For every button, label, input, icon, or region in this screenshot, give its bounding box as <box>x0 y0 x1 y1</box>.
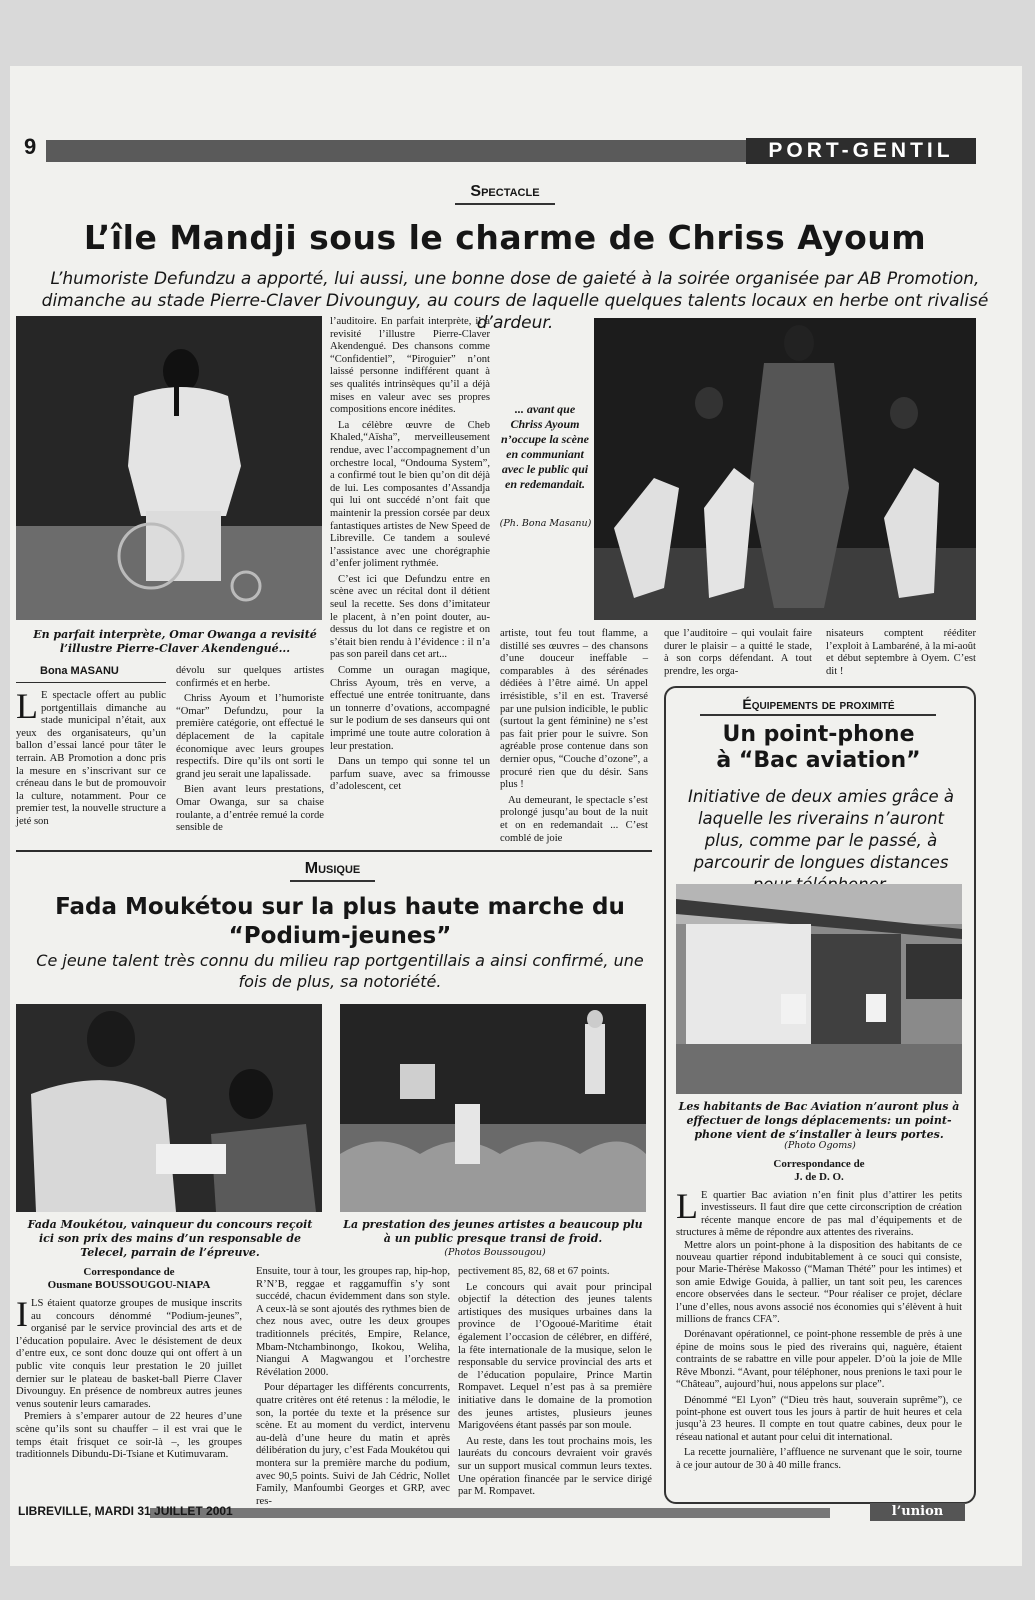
article1-column6 <box>826 628 976 678</box>
article3-body <box>676 1186 962 1492</box>
paragraph: Ensuite, tour à tour, les groupes rap, hip-hop, R’N’B, reggae et raggamuffin s’y sont succédé, chacun évidemment dans son style. A ceux-là se sont ajoutés des rythmes bien de chez nous avec, outre les deux groupes traditionnels précités, Empire, Relance, Mbam-Ntchambinongo, Ikokou, Weliha, Niangui A Magwangou et l’orchestre Révélation 2000. <box>256 1266 450 1378</box>
article3-photo-credit: (Photo Ogoms) <box>784 1140 856 1151</box>
article1-photo2-credit: (Ph. Bona Masanu) <box>499 518 592 529</box>
article3-headline-line2: à “Bac aviation” <box>716 748 921 773</box>
photo-jeunes-artistes <box>340 1004 646 1212</box>
article2-photo2-caption: La prestation des jeunes artistes a beaucoup plu à un public presque transi de froid. <box>343 1218 643 1245</box>
paragraph: que l’auditoire – qui voulait faire durer le plaisir – a quitté le stade, à son corps défendant. A tout prendre, les orga- <box>664 628 812 677</box>
article2-col1-text: LS étaient quatorze groupes de musique inscrits au concours dénommé “Podium-jeunes”, organisé par le service provincial des arts et de l’éducation populaire. Avec le désistement de deux d’entre eux, ce sont donc douze qui ont offert à un public vite conquis leur prestation le 20 juillet dernier sur le plateau de basket-ball Pierre Claver Divounguy. En présence de nombreux autres jeunes venus soutenir leurs camarades. <box>16 1298 242 1410</box>
newspaper-logo: l’union <box>870 1503 965 1521</box>
article2-column1 <box>16 1294 242 1494</box>
paragraph: Premiers à s’emparer autour de 22 heures d’une scène qu’ils sont su chauffer – il est vrai que le temps était frisquet ce soir-là –, les groupes traditionnels Dibundu-Di-Tsiane et Kutimuvaram. <box>16 1411 242 1461</box>
article2-photo1-caption: Fada Moukétou, vainqueur du concours reçoit ici son prix des mains d’un responsable de Telecel, parrain de l’épreuve. <box>27 1218 313 1259</box>
photo-building-image <box>676 884 962 1094</box>
dropcap: I <box>16 1294 28 1334</box>
page-number: 9 <box>24 134 37 159</box>
article3-photo-caption: Les habitants de Bac Aviation n’auront plus à effectuer de longs déplacements: un point-phone vient de s’installer à leurs portes. <box>678 1100 960 1141</box>
article1-headline: L’île Mandji sous le charme de Chriss Ayoum <box>83 218 927 257</box>
photo-stage-image <box>594 318 976 620</box>
section-name: PORT-GENTIL <box>746 138 976 164</box>
paragraph: Bien avant leurs prestations, Omar Owanga, sur sa chaise roulante, a d’entrée remué la corde sensible de <box>176 784 324 834</box>
paragraph: Chriss Ayoum et l’humoriste “Omar” Defundzu, pour la première catégorie, ont effectué le déplacement de la capitale économique avec leurs groupes respectifs. Dire qu’ils ont sorti le grand jeu serait une lapalissade. <box>176 693 324 780</box>
paragraph: artiste, tout feu tout flamme, a distillé ses œuvres – des chansons d’une douceur ineffable – comparables à des sérénades dédiées à l’être aimé. Un appel irrésistible, s’il en est. Traversé par une pulsion indicible, le public (surtout la gent féminine) ne s’est pas fait prier pour le suivre. Son agréable prose contenue dans son dernier opus, “Couche d’ozone”, a procuré rien que du désir. Sans plus ! <box>500 628 648 791</box>
article1-column5 <box>664 628 812 678</box>
dropcap: L <box>16 686 38 726</box>
article-separator <box>16 850 652 852</box>
paragraph: dévolu sur quelques artistes confirmés et en herbe. <box>176 665 324 689</box>
article2-photo-credit: (Photos Boussougou) <box>444 1247 546 1258</box>
article1-column3 <box>330 316 490 842</box>
photo-performance-image <box>340 1004 646 1212</box>
article3-byline-name: J. de D. O. <box>794 1171 844 1183</box>
paragraph: La célèbre œuvre de Cheb Khaled,“Aïsha”, merveilleusement rendue, avec l’accompagnement d’un orchestre local, “Ondouma System”, a confirmé tout le bien qu’on dit déjà de lui. Les composantes d’Assandja qui lui ont succédé n’ont fait que maintenir la pression corsée par deux fantastiques artistes de New Speed de Libreville. Ce tandem a soulevé l’assistance avec une chorégraphie d’enfer joliment rythmée. <box>330 419 490 570</box>
photo-singer-image <box>16 316 322 620</box>
photo-chriss-ayoum <box>594 318 976 620</box>
paragraph: pectivement 85, 82, 68 et 67 points. <box>458 1266 610 1277</box>
paragraph: La recette journalière, l’affluence ne survenant que le soir, tourne à ce jour autour de 30 à 40 mille francs. <box>676 1447 962 1471</box>
rubric-underline <box>700 714 936 716</box>
paragraph: l’auditoire. En parfait interprète, il a revisité l’illustre Pierre-Claver Akendengué. Des chansons comme “Confidentiel”, “Piroguier” n’ont laissé personne indifférent quant à ses qualités intrinsèques qu’il a déjà mises en valeur avec ses propres compositions encore inédites. <box>330 316 490 416</box>
paragraph: Dans un tempo qui sonne tel un parfum suave, avec sa frimousse d’adolescent, cet <box>330 756 490 793</box>
dropcap: L <box>676 1186 698 1226</box>
paragraph: C’est ici que Defundzu entre en scène avec un récital dont il détient seul la recette. Ses dons d’imitateur le placent, à n’en point douter, au-dessus du lot dans ce registre et on s’était bien rendu à l’évidence : il n’a pas son pareil dans cet art... <box>330 573 490 661</box>
paragraph: Au demeurant, le spectacle s’est prolongé jusqu’au bout de la nuit et on en redemandait ... C’est comblé de joie <box>500 794 648 844</box>
paragraph: Dorénavant opérationnel, ce point-phone ressemble de près à une épine de moins sous le pied des riverains qui, naguère, étaient contraints de se rabattre en ville pour appeler. D’où la joie de Mlle Rêve Mbonzi. “Avant, pour téléphoner, nous prenions le taxi pour le “Château”, aujourd’hui, nous appelons sur place”. <box>676 1329 962 1391</box>
article1-byline: Bona MASANU <box>40 665 119 677</box>
rubric-underline <box>455 203 555 205</box>
photo-point-phone <box>676 884 962 1094</box>
article1-column1 <box>16 686 166 840</box>
article1-photo2-caption: ... avant que Chriss Ayoum n’occupe la scène en communiant avec le public qui en redemandait. <box>501 402 589 491</box>
paragraph: Le concours qui avait pour principal objectif la détection des jeunes talents artistiques des musiques urbaines dans la province de l’Ogooué-Maritime était également l’occasion de célébrer, en différé, la fête internationale de la musique, selon le responsable du service provincial des arts et de l’éducation populaire, Prince Martin Rompavet. Lequel n’est pas à sa première initiative dans le domaine de la promotion des jeunes artistes, plusieurs jeunes Marigovéens étant passés par son moule. <box>458 1281 652 1432</box>
paragraph: Au reste, dans les tout prochains mois, les lauréats du concours devraient voir gravés sur un support musical commun leurs textes. Une opération financée par le service dirigé par M. Rompavet. <box>458 1435 652 1498</box>
paragraph: nisateurs comptent rééditer l’exploit à Lambaréné, à la mi-août et début septembre à Oyem. C’est dit ! <box>826 628 976 677</box>
article1-rubric: Spectacle <box>470 183 540 200</box>
footer-date: LIBREVILLE, MARDI 31 JUILLET 2001 <box>18 1504 233 1518</box>
rubric-underline <box>290 880 375 882</box>
article2-column3 <box>458 1266 652 1498</box>
paragraph: Dénommé “El Lyon” (“Dieu très haut, souverain suprême”), ce point-phone est ouvert tous les jours à partir de huit heures et cela jusqu’à 23 heures. Il compte en tout quatre cabines, deux pour le réseau national et autant pour celui dit international. <box>676 1394 962 1443</box>
article3-deck: Initiative de deux amies grâce à laquelle les riverains n’auront plus, comme par le passé, à parcourir de longues distances <box>688 787 954 872</box>
article2-deck: Ce jeune talent très connu du milieu rap portgentillais a ainsi confirmé, une fois de plus, sa notoriété. <box>36 951 644 991</box>
article2-column2 <box>256 1266 450 1507</box>
article2-byline-label: Correspondance de <box>83 1266 175 1278</box>
article1-col1-text: E spectacle offert au public portgentillais dimanche au stade municipal n’était, aux yeux des organisateurs, qu’un ballon d’essai lancé pour tâter le terrain. AB Promotion a donc pris la mesure en s’inscrivant sur ce créneau dans le but de promouvoir la culture, notamment. Pour ce premier test, la nouvelle structure a jeté son <box>16 690 166 827</box>
article2-byline-name: Ousmane BOUSSOUGOU-NIAPA <box>47 1279 211 1291</box>
article3-headline-line1: Un point-phone <box>722 722 915 747</box>
article1-column2 <box>176 665 324 840</box>
photo-omar-owanga <box>16 316 322 620</box>
article1-column4 <box>500 628 648 842</box>
article1-deck: L’humoriste Defundzu a apporté, lui aussi, une bonne dose de gaieté à la soirée organisée par AB Promotion, dimanche au stade Pierre-Claver Divounguy, au cours de laquelle quelques talents locaux en herbe ont rivalisé d’ardeur. <box>41 269 989 333</box>
article1-photo1-caption: En parfait interprète, Omar Owanga a revisité l’illustre Pierre-Claver Akendengué... <box>33 628 317 655</box>
photo-fada-mouketou <box>16 1004 322 1212</box>
article3-byline-label: Correspondance de <box>773 1158 865 1170</box>
byline-rule <box>16 682 166 683</box>
photo-prize-image <box>16 1004 322 1212</box>
article3-body-text: E quartier Bac aviation n’en finit plus d’attirer les petits investisseurs. Il faut dire que cette circonscription de création récente manque encore de pas mal d’équipements et de structures à même de répondre aux attentes des riverains. <box>676 1190 962 1239</box>
paragraph: Mettre alors un point-phone à la disposition des habitants de ce nouveau quartier répond indubitablement à ce souci qui consiste, pour Marie-Thérèse Makosso (“Maman Thété” pour les intimes) et son amie Edwige Gouida, à pallier, un tant soit peu, les carences encore observées dans le secteur. “Pour réaliser ce projet, déclare l’une d’elles, nous avons associé nos économies qui s’élèvent à huit millions de francs CFA”. <box>676 1239 962 1326</box>
paragraph: Pour départager les différents concurrents, quatre critères ont été retenus : la mélodie, le son, la portée du texte et la présence sur scène. Et au moment du verdict, intervenu au-delà d’une heure du matin et après délibération du jury, c’est Fada Moukétou qui montera sur la première marche du podium, avec 90,5 points. Suivi de Jah Cédric, Nollet Family, Manfoumbi Georges et GRP, avec res- <box>256 1382 450 1507</box>
article3-rubric: Équipements de proximité <box>742 696 895 712</box>
footer-bar <box>150 1508 830 1518</box>
paragraph: Comme un ouragan magique, Chriss Ayoum, très en verve, a effectué une entrée tonitruante, dans un tonnerre d’ovations, accompagné sur le podium de ses danseurs qui ont imprimé une toute autre coloration à leur prestation. <box>330 665 490 752</box>
article2-headline: Fada Moukétou sur la plus haute marche du “Podium-jeunes” <box>55 894 625 949</box>
article2-rubric: Musique <box>304 860 361 877</box>
